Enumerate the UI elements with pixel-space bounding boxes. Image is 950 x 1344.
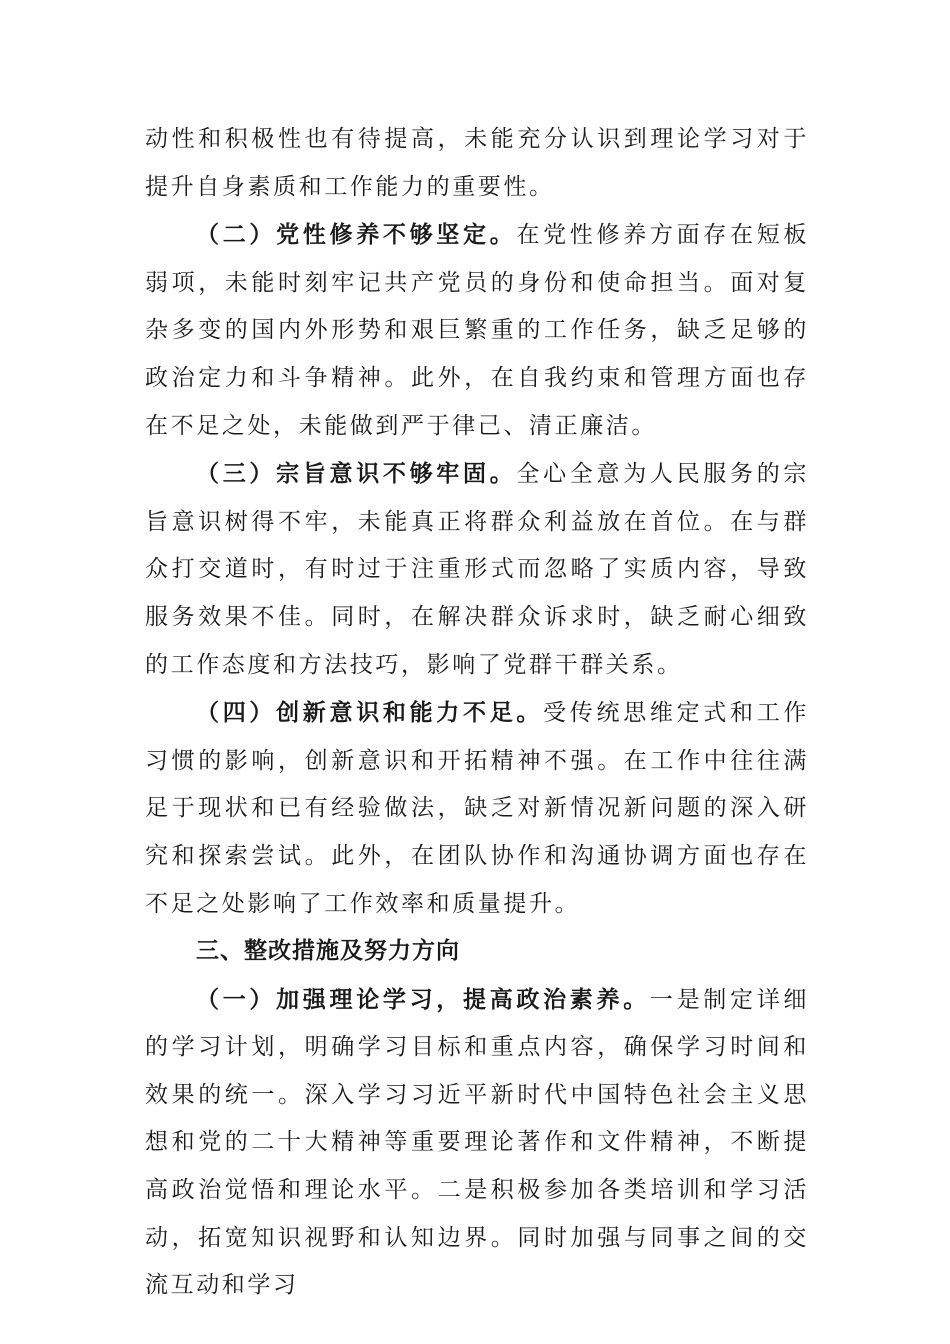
paragraph-innovation <box>145 689 809 928</box>
paragraph-text: 一是制定详细的学习计划，明确学习目标和重点内容，确保学习时间和效果的统一。深入学习习近平新时代中国特色社会主义思想和党的二十大精神等重要理论著作和文件精神，不断提高政治觉悟和理论水平。二是积极参加各类培训和学习活动，拓宽知识视野和认知边界。同时加强与同事之间的交流互动和学习 <box>145 986 809 1299</box>
paragraph-theory-study <box>145 976 809 1310</box>
paragraph-purpose-awareness <box>145 450 809 689</box>
paragraph-lead: （二）党性修养不够坚定。 <box>196 221 517 249</box>
paragraph-text: 在党性修养方面存在短板弱项，未能时刻牢记共产党员的身份和使命担当。面对复杂多变的国内外形势和艰巨繁重的工作任务，缺乏足够的政治定力和斗争精神。此外，在自我约束和管理方面也存在不足之处，未能做到严于律己、清正廉洁。 <box>145 222 810 439</box>
paragraph-party-spirit <box>145 211 809 450</box>
paragraph-lead: （一）加强理论学习，提高政治素养。 <box>196 985 650 1013</box>
paragraph-text: 受传统思维定式和工作习惯的影响，创新意识和开拓精神不强。在工作中往往满足于现状和已有经验做法，缺乏对新情况新问题的深入研究和探索尝试。此外，在团队协作和沟通协调方面也存在不足之处影响了工作效率和质量提升。 <box>145 700 809 917</box>
paragraph-text: 动性和积极性也有待提高，未能充分认识到理论学习对于提升自身素质和工作能力的重要性。 <box>145 126 809 200</box>
section-heading: 三、整改措施及努力方向 <box>196 938 460 965</box>
paragraph-lead: （四）创新意识和能力不足。 <box>196 699 544 727</box>
paragraph-continuation <box>145 116 809 211</box>
document-body <box>145 116 809 1310</box>
paragraph-text: 全心全意为人民服务的宗旨意识树得不牢，未能真正将群众利益放在首位。在与群众打交道时，有时过于注重形式而忽略了实质内容，导致服务效果不佳。同时，在解决群众诉求时，缺乏耐心细致的工作态度和方法技巧，影响了党群干群关系。 <box>145 461 810 678</box>
paragraph-lead: （三）宗旨意识不够牢固。 <box>196 460 517 488</box>
